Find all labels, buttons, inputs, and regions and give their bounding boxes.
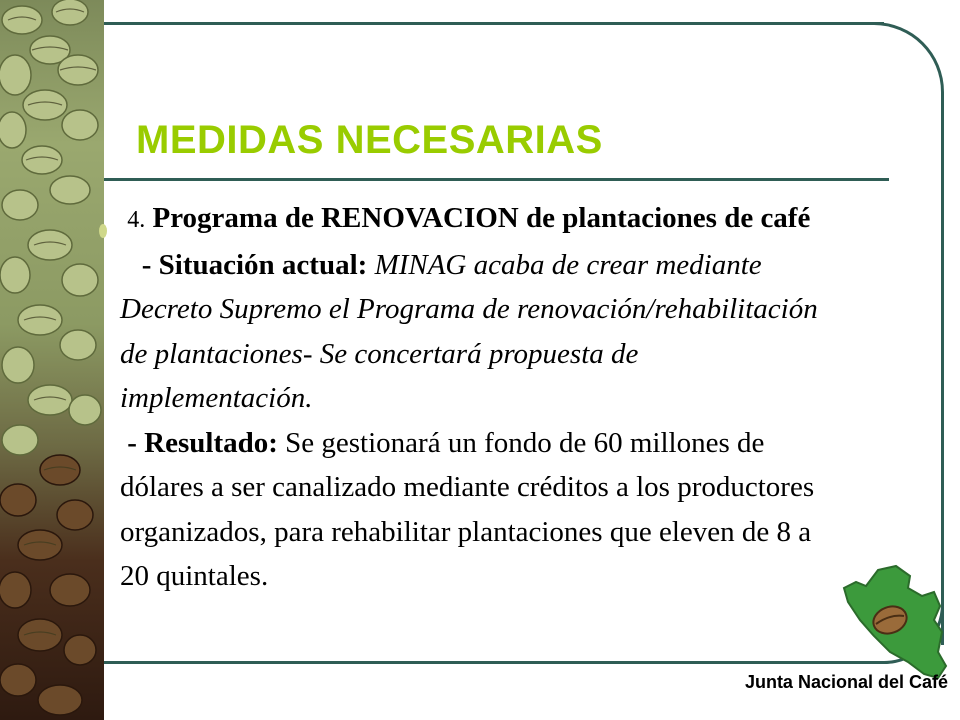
situation-label: - Situación actual:: [141, 248, 368, 281]
result-label: - Resultado:: [127, 426, 278, 459]
frame-bottom-line: [104, 661, 884, 664]
slide-title: MEDIDAS NECESARIAS: [136, 118, 603, 162]
frame-top-line: [104, 22, 884, 25]
item-heading-text: Programa de RENOVACION de plantaciones de café: [152, 202, 811, 234]
slide-body: [120, 196, 820, 599]
result-paragraph: [120, 421, 820, 599]
frame-top-right-corner: [868, 22, 944, 152]
coffee-beans-image: [0, 0, 104, 720]
situation-paragraph: [120, 243, 820, 421]
organization-name: Junta Nacional del Café: [744, 672, 948, 692]
bullet-icon: [99, 224, 107, 238]
peru-map-coffee-bean-logo: [838, 562, 953, 682]
title-underline: [104, 178, 889, 181]
result-text: Se gestionará un fondo de 60 millones de dólares a ser canalizado mediante créditos a los productores organizados, para rehabilitar plantaciones que eleven de 8 a 20 quintales.: [120, 426, 815, 592]
item-number: 4.: [127, 207, 146, 233]
item-heading: [120, 196, 820, 243]
situation-text: MINAG acaba de crear mediante Decreto Supremo el Programa de renovación/rehabilitación de plantaciones- Se concertará propuesta de implementación.: [120, 248, 818, 414]
